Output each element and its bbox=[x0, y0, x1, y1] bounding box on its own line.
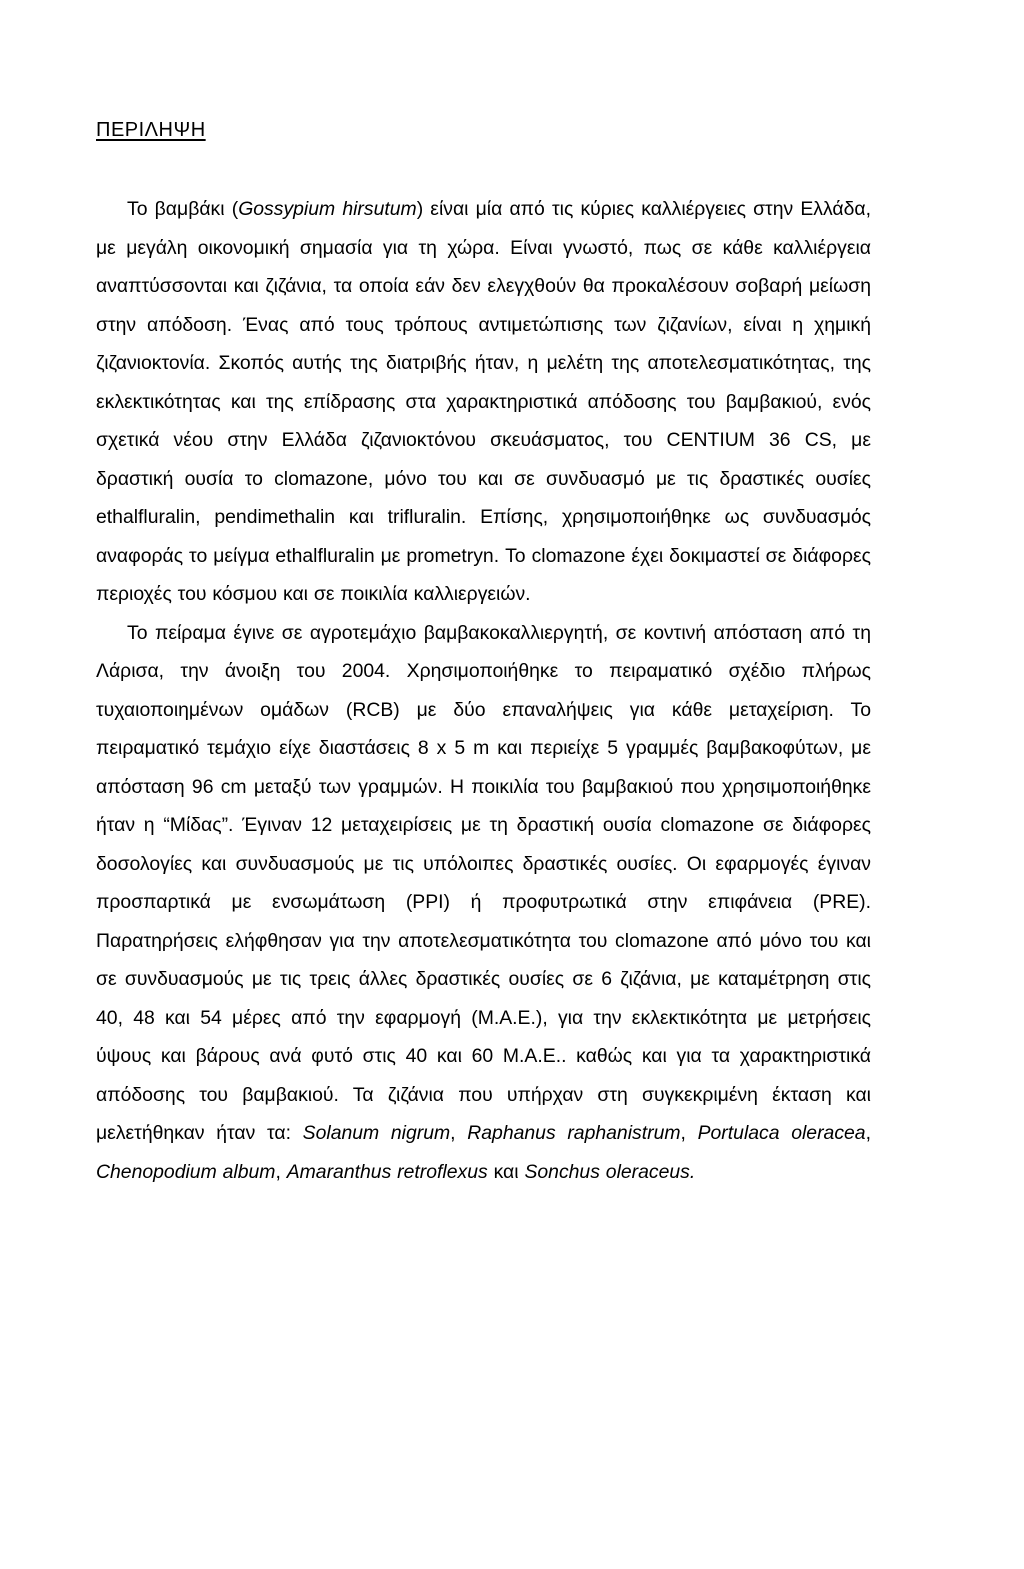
paragraph-1-text-b: ) είναι μία από τις κύριες καλλιέργειες στην Ελλάδα, με μεγάλη οικονομική σημασία για τη χώρα. Είναι γνωστό, πως σε κάθε καλλιέργεια αναπτύσσονται και ζιζάνια, τα οποία εάν δεν ελεγχθούν θα προκαλέσουν σοβαρή μείωση στην απόδοση. Ένας από τους τρόπους αντιμετώπισης των ζιζανίων, είναι η χημική ζιζανιοκτονία. Σκοπός αυτής της διατριβής ήταν, η μελέτη της αποτελεσματικότητας, της εκλεκτικότητας και της επίδρασης στα χαρακτηριστικά απόδοσης του βαμβακιού, ενός σχετικά νέου στην Ελλάδα ζιζανιοκτόνου σκευάσματος, του CENTIUM 36 CS, με δραστική ουσία το clomazone, μόνο του και σε συνδυασμό με τις δραστικές ουσίες ethalfluralin, pendimethalin και trifluralin. Επίσης, χρησιμοποιήθηκε ως συνδυασμός αναφοράς το μείγμα ethalfluralin με prometryn. Το clomazone έχει δοκιμαστεί σε διάφορες περιοχές του κόσμου και σε ποικιλία καλλιεργειών. bbox=[96, 198, 871, 605]
scientific-name: Gossypium hirsutum bbox=[238, 198, 417, 220]
paragraph-1-text-a: Το βαμβάκι ( bbox=[127, 198, 239, 220]
separator-text: , bbox=[865, 1122, 871, 1144]
scientific-name: Raphanus raphanistrum bbox=[467, 1122, 681, 1144]
scientific-name: Amaranthus retroflexus bbox=[286, 1160, 488, 1183]
scientific-name: Solanum nigrum bbox=[302, 1122, 451, 1144]
abstract-body bbox=[96, 190, 871, 1191]
separator-text: , bbox=[680, 1122, 698, 1144]
separator-text: , bbox=[275, 1160, 287, 1183]
scientific-name: Portulaca oleracea bbox=[697, 1122, 866, 1144]
section-heading: ΠΕΡΙΛΗΨΗ bbox=[96, 119, 206, 141]
scientific-name: Sonchus oleraceus. bbox=[524, 1160, 696, 1183]
paragraph-2-text-a: Το πείραμα έγινε σε αγροτεμάχιο βαμβακοκαλλιεργητή, σε κοντινή απόσταση από τη Λάρισα, την άνοιξη του 2004. Χρησιμοποιήθηκε το πειραματικό σχέδιο πλήρως τυχαιοποιημένων ομάδων (RCB) με δύο επαναλήψεις για κάθε μεταχείριση. Το πειραματικό τεμάχιο είχε διαστάσεις 8 x 5 m και περιείχε 5 γραμμές βαμβακοφύτων, με απόσταση 96 cm μεταξύ των γραμμών. Η ποικιλία του βαμβακιού που χρησιμοποιήθηκε ήταν η “Μίδας”. Έγιναν 12 μεταχειρίσεις με τη δραστική ουσία clomazone σε διάφορες δοσολογίες και συνδυασμούς με τις υπόλοιπες δραστικές ουσίες. Οι εφαρμογές έγιναν προσπαρτικά με ενσωμάτωση (PPI) ή προφυτρωτικά στην επιφάνεια (PRE). Παρατηρήσεις ελήφθησαν για την αποτελεσματικότητα του clomazone από μόνο του και σε συνδυασμούς με τις τρεις άλλες δραστικές ουσίες σε 6 ζιζάνια, με καταμέτρηση στις 40, 48 και 54 μέρες από την εφαρμογή (Μ.Α.Ε.), για την εκλεκτικότητα με μετρήσεις ύψους και βάρους ανά φυτό στις 40 και 60 Μ.Α.Ε.. καθώς και για τα χαρακτηριστικά απόδοσης του βαμβακιού. Τα ζιζάνια που υπήρχαν στη συγκεκριμένη έκταση και μελετήθηκαν ήταν τα: bbox=[96, 621, 871, 1144]
paragraph-2 bbox=[96, 614, 871, 1192]
paragraph-1 bbox=[96, 190, 871, 614]
scientific-name: Chenopodium album bbox=[96, 1160, 276, 1183]
separator-text: και bbox=[487, 1160, 525, 1183]
separator-text: , bbox=[450, 1122, 468, 1144]
